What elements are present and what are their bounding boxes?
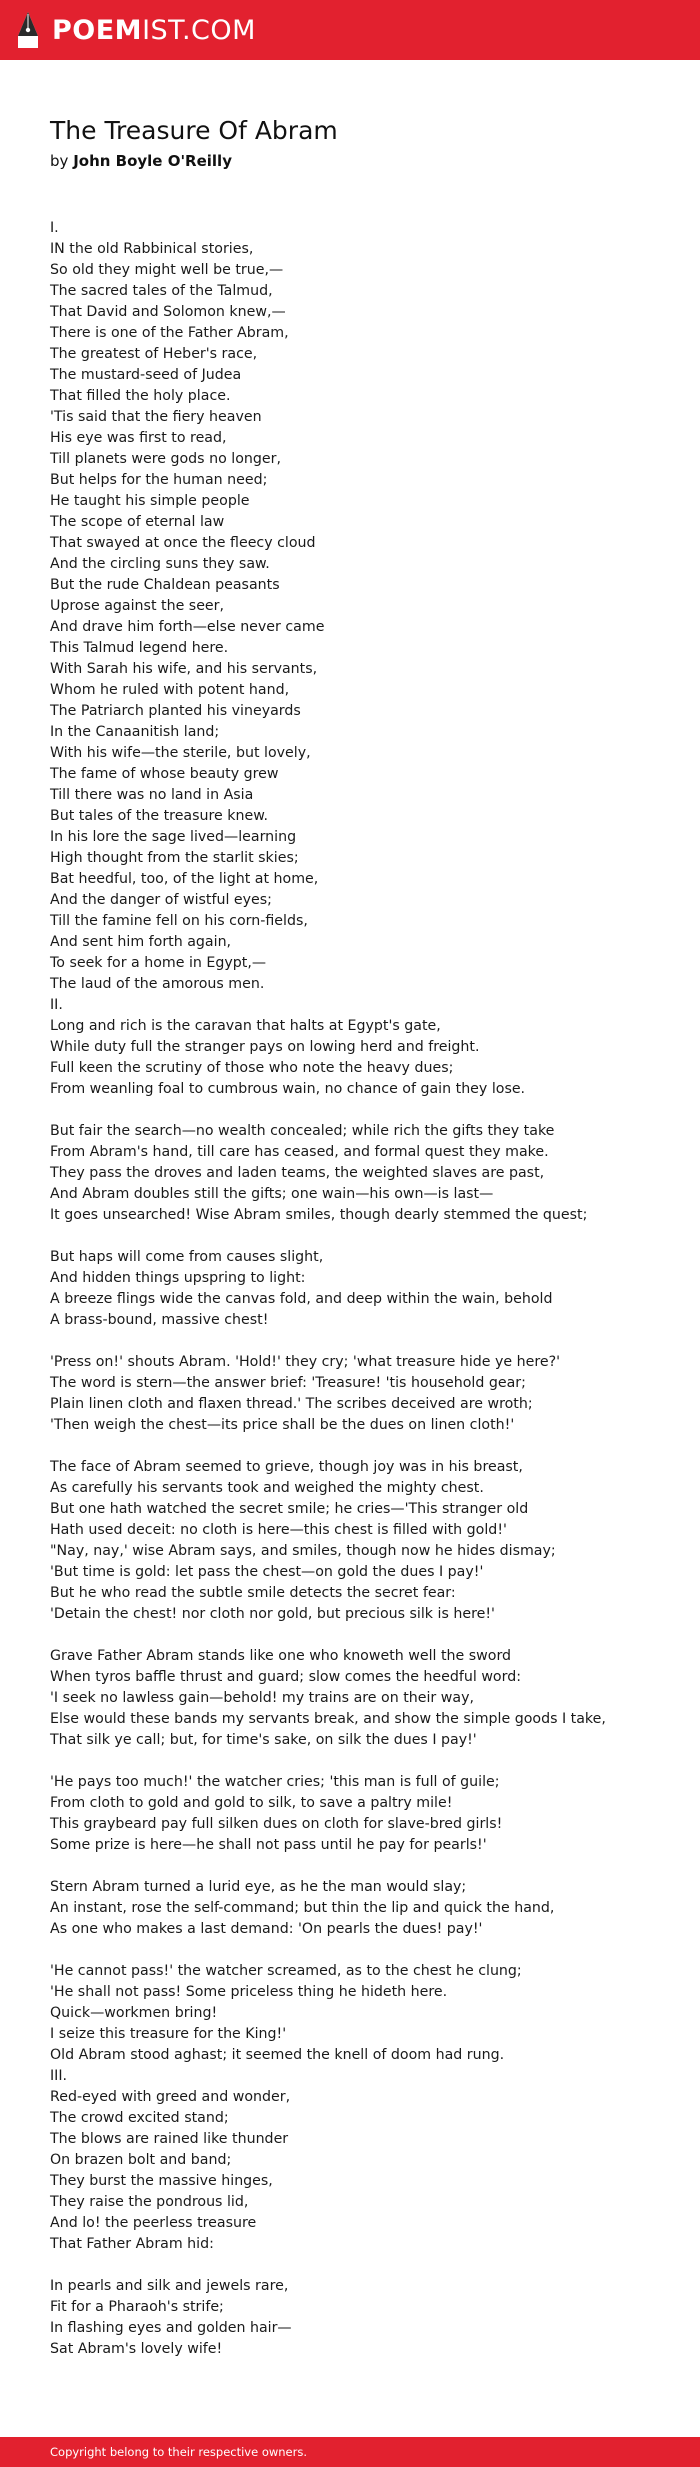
- poem-line: The face of Abram seemed to grieve, though joy was in his breast,: [50, 1459, 523, 1475]
- poem-author[interactable]: John Boyle O'Reilly: [73, 152, 232, 170]
- poem-line: Old Abram stood aghast; it seemed the knell of doom had rung.: [50, 2047, 505, 2063]
- site-logo[interactable]: [16, 10, 256, 50]
- poem-line: So old they might well be true,—: [50, 262, 284, 278]
- poem-line: This Talmud legend here.: [50, 640, 229, 656]
- poem-line: And hidden things upspring to light:: [50, 1270, 306, 1286]
- poem-line: 'He pays too much!' the watcher cries; 'this man is full of guile;: [50, 1774, 500, 1790]
- poem-line: Till the famine fell on his corn-fields,: [50, 913, 308, 929]
- poem-line: 'Press on!' shouts Abram. 'Hold!' they cry; 'what treasure hide ye here?': [50, 1354, 561, 1370]
- poem-line: This graybeard pay full silken dues on cloth for slave-bred girls!: [50, 1816, 503, 1832]
- poem-line: That Father Abram hid:: [50, 2236, 214, 2252]
- poem-line: II.: [50, 997, 63, 1013]
- poem-line: The fame of whose beauty grew: [50, 766, 279, 782]
- poem-line: Else would these bands my servants break, and show the simple goods I take,: [50, 1711, 606, 1727]
- poem-line: In pearls and silk and jewels rare,: [50, 2278, 289, 2294]
- poem-line: High thought from the starlit skies;: [50, 850, 299, 866]
- poem-line: That filled the holy place.: [50, 388, 231, 404]
- poem-line: 'Tis said that the fiery heaven: [50, 409, 262, 425]
- poem-line: That David and Solomon knew,—: [50, 304, 286, 320]
- poem-line: An instant, rose the self-command; but thin the lip and quick the hand,: [50, 1900, 555, 1916]
- poem-byline: [50, 149, 660, 173]
- poem-line: Long and rich is the caravan that halts at Egypt's gate,: [50, 1018, 441, 1034]
- poem-line: 'But time is gold: let pass the chest—on gold the dues I pay!': [50, 1564, 484, 1580]
- poem-line: But one hath watched the secret smile; he cries—'This stranger old: [50, 1501, 529, 1517]
- poem-line: Bat heedful, too, of the light at home,: [50, 871, 319, 887]
- poem-body: [50, 218, 660, 2360]
- site-footer: [0, 2437, 700, 2467]
- poem-line: Whom he ruled with potent hand,: [50, 682, 290, 698]
- poem-line: They burst the massive hinges,: [50, 2173, 273, 2189]
- by-label: by: [50, 152, 69, 170]
- stanza-break: [50, 1751, 660, 1772]
- poem-line: While duty full the stranger pays on lowing herd and freight.: [50, 1039, 480, 1055]
- poem-line: 'He shall not pass! Some priceless thing he hideth here.: [50, 1984, 448, 2000]
- poem-line: But he who read the subtle smile detects the secret fear:: [50, 1585, 456, 1601]
- poem-line: The blows are rained like thunder: [50, 2131, 289, 2147]
- stanza-break: [50, 1940, 660, 1961]
- poem-line: When tyros baffle thrust and guard; slow comes the heedful word:: [50, 1669, 521, 1685]
- poem-line: That silk ye call; but, for time's sake, on silk the dues I pay!': [50, 1732, 477, 1748]
- stanza-break: [50, 1331, 660, 1352]
- poem-line: And Abram doubles still the gifts; one wain—his own—is last—: [50, 1186, 494, 1202]
- poem-line: It goes unsearched! Wise Abram smiles, though dearly stemmed the quest;: [50, 1207, 588, 1223]
- poem-line: But fair the search—no wealth concealed; while rich the gifts they take: [50, 1123, 555, 1139]
- poem-line: The Patriarch planted his vineyards: [50, 703, 301, 719]
- poem-line: Hath used deceit: no cloth is here—this chest is filled with gold!': [50, 1522, 507, 1538]
- stanza-break: [50, 2255, 660, 2276]
- poem-line: 'Then weigh the chest—its price shall be the dues on linen cloth!': [50, 1417, 515, 1433]
- poem-line: Plain linen cloth and flaxen thread.' The scribes deceived are wroth;: [50, 1396, 533, 1412]
- stanza-break: [50, 1100, 660, 1121]
- logo-wordmark: [52, 14, 256, 46]
- stanza-break: [50, 1856, 660, 1877]
- poem-line: That swayed at once the fleecy cloud: [50, 535, 316, 551]
- poem-line: With his wife—the sterile, but lovely,: [50, 745, 311, 761]
- poem-line: On brazen bolt and band;: [50, 2152, 232, 2168]
- poem-line: A breeze flings wide the canvas fold, and deep within the wain, behold: [50, 1291, 553, 1307]
- poem-line: But tales of the treasure knew.: [50, 808, 268, 824]
- stanza-break: [50, 1625, 660, 1646]
- poem-line: The laud of the amorous men.: [50, 976, 265, 992]
- poem-line: Till there was no land in Asia: [50, 787, 254, 803]
- poem-line: 'I seek no lawless gain—behold! my trains are on their way,: [50, 1690, 474, 1706]
- poem-line: They pass the droves and laden teams, the weighted slaves are past,: [50, 1165, 545, 1181]
- poem-line: III.: [50, 2068, 68, 2084]
- poem-line: The mustard-seed of Judea: [50, 367, 242, 383]
- poem-line: The crowd excited stand;: [50, 2110, 229, 2126]
- poem-line: Quick—workmen bring!: [50, 2005, 218, 2021]
- poem-line: They raise the pondrous lid,: [50, 2194, 249, 2210]
- poem-line: But the rude Chaldean peasants: [50, 577, 280, 593]
- poem-line: Stern Abram turned a lurid eye, as he the man would slay;: [50, 1879, 467, 1895]
- poem-line: His eye was first to read,: [50, 430, 227, 446]
- poem-line: There is one of the Father Abram,: [50, 325, 289, 341]
- poem-line: Sat Abram's lovely wife!: [50, 2341, 223, 2357]
- poem-title: The Treasure Of Abram: [50, 116, 338, 145]
- poem-line: And lo! the peerless treasure: [50, 2215, 257, 2231]
- poem-line: Some prize is here—he shall not pass until he pay for pearls!': [50, 1837, 487, 1853]
- stanza-break: [50, 1436, 660, 1457]
- poem-line: The sacred tales of the Talmud,: [50, 283, 273, 299]
- poem-line: In his lore the sage lived—learning: [50, 829, 297, 845]
- poem-line: And sent him forth again,: [50, 934, 232, 950]
- poem-line: In the Canaanitish land;: [50, 724, 220, 740]
- poem-line: To seek for a home in Egypt,—: [50, 955, 267, 971]
- poem-line: 'He cannot pass!' the watcher screamed, as to the chest he clung;: [50, 1963, 522, 1979]
- poem-line: From Abram's hand, till care has ceased, and formal quest they make.: [50, 1144, 549, 1160]
- poem-line: But haps will come from causes slight,: [50, 1249, 324, 1265]
- copyright-text: Copyright belong to their respective owners.: [50, 2445, 308, 2459]
- stanza-break: [50, 1226, 660, 1247]
- poem-line: Grave Father Abram stands like one who knoweth well the sword: [50, 1648, 512, 1664]
- poem-line: Uprose against the seer,: [50, 598, 224, 614]
- poem-line: He taught his simple people: [50, 493, 250, 509]
- poem-line: I.: [50, 220, 59, 236]
- logo-light-text: IST.COM: [142, 14, 256, 46]
- poem-line: Red-eyed with greed and wonder,: [50, 2089, 291, 2105]
- poem-line: Till planets were gods no longer,: [50, 451, 281, 467]
- site-header: [0, 0, 700, 60]
- poem-line: A brass-bound, massive chest!: [50, 1312, 269, 1328]
- poem-line: The greatest of Heber's race,: [50, 346, 258, 362]
- poem-line: "Nay, nay,' wise Abram says, and smiles, though now he hides dismay;: [50, 1543, 556, 1559]
- poem-line: Fit for a Pharaoh's strife;: [50, 2299, 224, 2315]
- poem-line: And the danger of wistful eyes;: [50, 892, 272, 908]
- poem-line: From cloth to gold and gold to silk, to save a paltry mile!: [50, 1795, 453, 1811]
- poem-line: IN the old Rabbinical stories,: [50, 241, 254, 257]
- poem-line: In flashing eyes and golden hair—: [50, 2320, 292, 2336]
- poem-line: As carefully his servants took and weighed the mighty chest.: [50, 1480, 484, 1496]
- poem-line: And the circling suns they saw.: [50, 556, 270, 572]
- poem-line: As one who makes a last demand: 'On pearls the dues! pay!': [50, 1921, 483, 1937]
- poem-line: I seize this treasure for the King!': [50, 2026, 287, 2042]
- poem-line: With Sarah his wife, and his servants,: [50, 661, 318, 677]
- poem-line: Full keen the scrutiny of those who note the heavy dues;: [50, 1060, 454, 1076]
- poem-header: [50, 113, 660, 173]
- logo-bold-text: POEM: [52, 14, 143, 46]
- poem-line: And drave him forth—else never came: [50, 619, 325, 635]
- poem-line: The word is stern—the answer brief: 'Treasure! 'tis household gear;: [50, 1375, 526, 1391]
- poem-line: But helps for the human need;: [50, 472, 268, 488]
- pen-nib-icon: [16, 10, 40, 50]
- poem-line: The scope of eternal law: [50, 514, 225, 530]
- poem-line: 'Detain the chest! nor cloth nor gold, but precious silk is here!': [50, 1606, 495, 1622]
- poem-line: From weanling foal to cumbrous wain, no chance of gain they lose.: [50, 1081, 526, 1097]
